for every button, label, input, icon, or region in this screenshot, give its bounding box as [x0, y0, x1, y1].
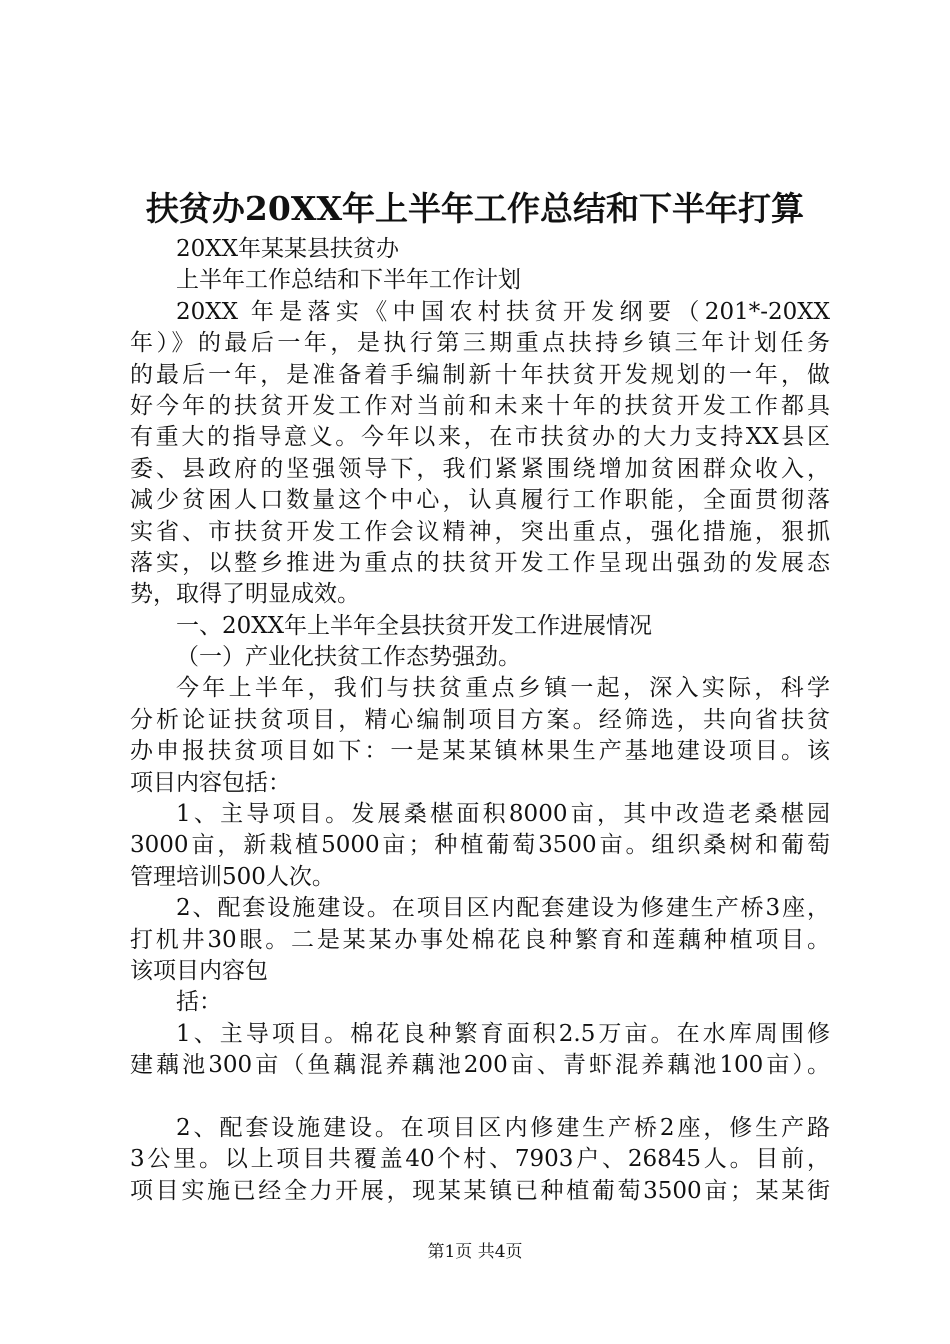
paragraph-line: 20XX 年是落实《中国农村扶贫开发纲要（201*-20XX	[176, 298, 830, 325]
paragraph-line: 办申报扶贫项目如下：一是某某镇林果生产基地建设项目。该	[130, 738, 830, 765]
document-body	[130, 234, 830, 1207]
paragraph-line: 3公里。以上项目共覆盖40个村、7903户、26845人。目前，	[130, 1146, 830, 1173]
paragraph-line: 委、县政府的坚强领导下，我们紧紧围绕增加贫困群众收入，	[130, 455, 830, 482]
paragraph-line: 项目内容包括：	[130, 769, 291, 796]
subtitle-line: 上半年工作总结和下半年工作计划	[176, 267, 521, 294]
paragraph-line: 管理培训500人次。	[130, 863, 335, 890]
paragraph-line: 项目实施已经全力开展，现某某镇已种植葡萄3500亩；某某街	[130, 1177, 830, 1204]
subsection-heading: （一）产业化扶贫工作态势强劲。	[176, 644, 521, 671]
paragraph-line: 建藕池300亩（鱼藕混养藕池200亩、青虾混养藕池100亩）。	[130, 1052, 830, 1079]
paragraph-line: 1、主导项目。棉花良种繁育面积2.5万亩。在水库周围修	[176, 1020, 830, 1047]
section-heading: 一、20XX年上半年全县扶贫开发工作进展情况	[176, 612, 653, 639]
paragraph-line: 打机井30眼。二是某某办事处棉花良种繁育和莲藕种植项目。	[130, 926, 830, 953]
paragraph-line: 实省、市扶贫开发工作会议精神，突出重点，强化措施，狠抓	[130, 518, 830, 545]
paragraph-line: 好今年的扶贫开发工作对当前和未来十年的扶贫开发工作都具	[130, 392, 830, 419]
paragraph-line: 有重大的指导意义。今年以来，在市扶贫办的大力支持XX县区	[130, 424, 830, 451]
paragraph-line: 落实，以整乡推进为重点的扶贫开发工作呈现出强劲的发展态	[130, 549, 830, 576]
page-number: 第1页 共4页	[427, 1242, 523, 1262]
org-name-line: 20XX年某某县扶贫办	[176, 236, 400, 262]
paragraph-line: 年）》的最后一年，是执行第三期重点扶持乡镇三年计划任务	[130, 330, 830, 357]
paragraph-line: 势，取得了明显成效。	[130, 581, 360, 608]
paragraph-line: 的最后一年，是准备着手编制新十年扶贫开发规划的一年，做	[130, 361, 830, 388]
blank-line	[130, 1082, 830, 1113]
paragraph-line: 今年上半年，我们与扶贫重点乡镇一起，深入实际，科学	[176, 675, 830, 702]
paragraph-line: 分析论证扶贫项目，精心编制项目方案。经筛选，共向省扶贫	[130, 706, 830, 733]
paragraph-line: 2、配套设施建设。在项目区内配套建设为修建生产桥3座，	[176, 895, 830, 922]
document-title: 扶贫办20XX年上半年工作总结和下半年打算	[145, 189, 805, 228]
paragraph-line: 3000亩，新栽植5000亩；种植葡萄3500亩。组织桑树和葡萄	[130, 832, 830, 859]
paragraph-line: 1、主导项目。发展桑椹面积8000亩，其中改造老桑椹园	[176, 801, 830, 828]
paragraph-line: 括：	[176, 989, 222, 1016]
paragraph-line: 减少贫困人口数量这个中心，认真履行工作职能，全面贯彻落	[130, 487, 830, 514]
paragraph-line: 该项目内容包	[130, 957, 268, 984]
paragraph-line: 2、配套设施建设。在项目区内修建生产桥2座，修生产路	[176, 1114, 830, 1141]
